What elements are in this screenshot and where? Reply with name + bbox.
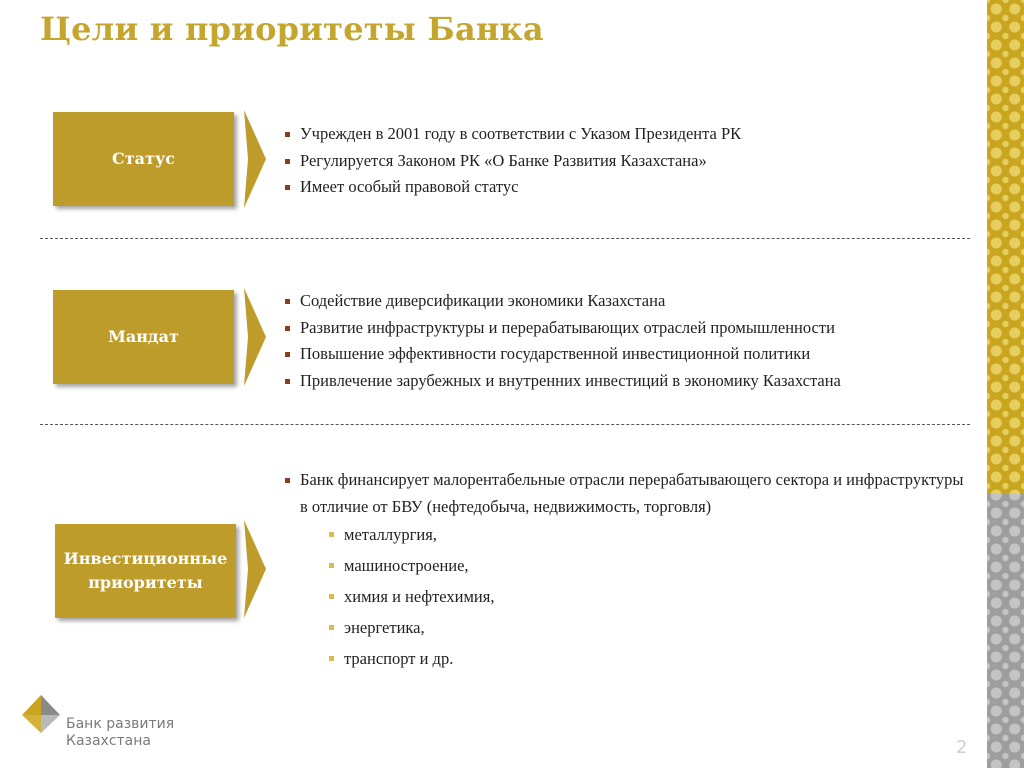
list-item: Регулируется Законом РК «О Банке Развития Казахстана» xyxy=(284,148,974,175)
page-number: 2 xyxy=(956,737,968,758)
section-divider xyxy=(40,424,970,425)
chevron-right-icon xyxy=(244,520,268,618)
logo-line1: Банк развития xyxy=(66,716,175,732)
status-list xyxy=(284,121,974,201)
chevron-right-icon xyxy=(244,288,268,386)
sub-list-item: энергетика, xyxy=(328,612,628,643)
list-item: Повышение эффективности государственной инвестиционной политики xyxy=(284,341,974,368)
investment-priorities-label-line1: Инвестиционные xyxy=(63,549,228,568)
list-item: Имеет особый правовой статус xyxy=(284,174,974,201)
status-label: Статус xyxy=(112,149,175,168)
chevron-right-icon xyxy=(244,110,268,208)
slide-title: Цели и приоритеты Банка xyxy=(40,10,544,48)
sub-list-item: транспорт и др. xyxy=(328,643,628,674)
list-item: Развитие инфраструктуры и перерабатывающих отраслей промышленности xyxy=(284,315,974,342)
logo-line2: Казахстана xyxy=(66,733,151,749)
mandate-list xyxy=(284,288,974,394)
industry-sublist xyxy=(328,519,628,674)
decorative-side-strip xyxy=(987,0,1024,768)
investment-priorities-label-box xyxy=(55,524,236,618)
bank-logo-text xyxy=(66,716,174,750)
sub-list-item: металлургия, xyxy=(328,519,628,550)
investment-list xyxy=(284,467,964,520)
sub-list-item: химия и нефтехимия, xyxy=(328,581,628,612)
bank-logo-icon xyxy=(20,693,62,735)
list-item: Банк финансирует малорентабельные отрасли перерабатывающего сектора и инфраструктуры в отличие от БВУ (нефтедобыча, недвижимость, торговля) xyxy=(284,467,964,520)
section-divider xyxy=(40,238,970,239)
status-label-box xyxy=(53,112,234,206)
investment-priorities-label-line2: приоритеты xyxy=(88,573,203,592)
list-item: Привлечение зарубежных и внутренних инвестиций в экономику Казахстана xyxy=(284,368,974,395)
sub-list-item: машиностроение, xyxy=(328,550,628,581)
mandate-label-box xyxy=(53,290,234,384)
list-item: Содействие диверсификации экономики Казахстана xyxy=(284,288,974,315)
list-item: Учрежден в 2001 году в соответствии с Указом Президента РК xyxy=(284,121,974,148)
mandate-label: Мандат xyxy=(108,327,179,346)
